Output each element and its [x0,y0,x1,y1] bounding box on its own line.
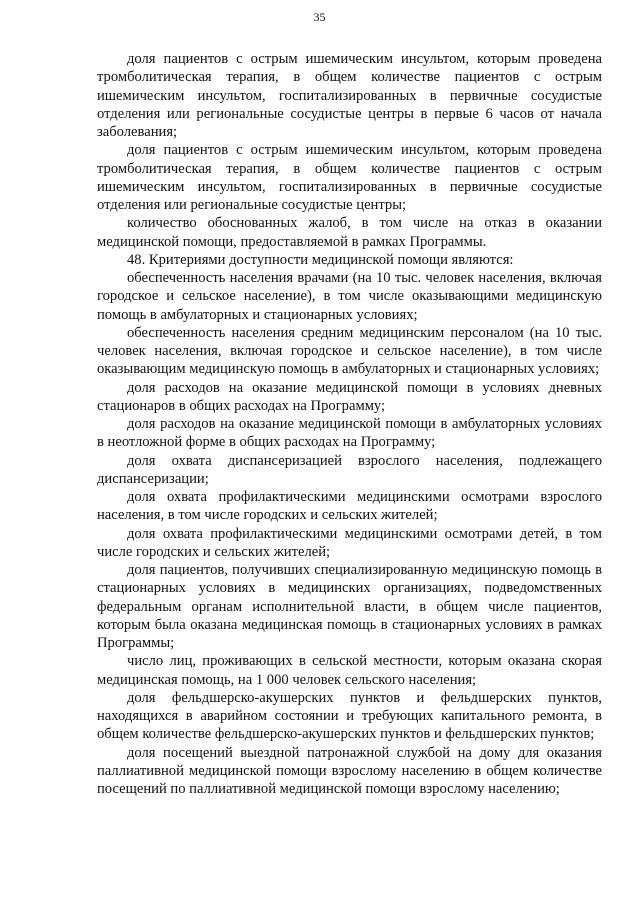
paragraph-adult-checkups: доля охвата профилактическими медицинскими осмотрами взрослого населения, в том числе городских и сельских жителей; [97,489,602,524]
paragraph-complaints: количество обоснованных жалоб, в том числе на отказ в оказании медицинской помощи, предоставляемой в рамках Программы. [97,215,602,250]
paragraph-nurses-supply: обеспеченность населения средним медицинским персоналом (на 10 тыс. человек населения, включая городское и сельское население), в том числе оказывающим медицинскую помощь в амбулаторных и стационарных условиях; [97,324,602,378]
paragraph-palliative-visits: доля посещений выездной патронажной службой на дому для оказания паллиативной медицинской помощи взрослому населению в общем количестве посещений по паллиативной медицинской помощи взрослому населению; [97,744,602,797]
paragraph-rural-ambulance: число лиц, проживающих в сельской местности, которым оказана скорая медицинская помощь, на 1 000 человек сельского населения; [97,653,602,688]
page-number: 35 [313,10,326,24]
paragraph-federal-inpatient: доля пациентов, получивших специализированную медицинскую помощь в стационарных условиях в медицинских организациях, подведомственных федеральным органам исполнительной власти, в общем числе пациентов, которым была оказана медицинская помощь в стационарных условиях в рамках Программы; [97,562,602,651]
paragraph-urgent-care-costs: доля расходов на оказание медицинской помощи в амбулаторных условиях в неотложной форме в общих расходах на Программу; [97,416,602,451]
paragraph-thrombolysis-6h: доля пациентов с острым ишемическим инсультом, которым проведена тромболитическая терапия, в общем количестве пациентов с острым ишемическим инсультом, госпитализированных в первичные сосудистые отделения или региональные сосудистые центры в первые 6 часов от начала заболевания; [97,51,602,140]
paragraph-doctors-supply: обеспеченность населения врачами (на 10 тыс. человек населения, включая городское и сельское население), в том числе оказывающими медицинскую помощь в амбулаторных и стационарных условиях; [97,270,602,323]
paragraph-child-checkups: доля охвата профилактическими медицинскими осмотрами детей, в том числе городских и сельских жителей; [97,525,602,560]
section-heading-48: 48. Критериями доступности медицинской помощи являются: [127,251,514,268]
paragraph-thrombolysis-total: доля пациентов с острым ишемическим инсультом, которым проведена тромболитическая терапия, в общем количестве пациентов с острым ишемическим инсультом, госпитализированных в первичные сосудистые отделения или региональные сосудистые центры; [97,142,602,213]
document-body [97,50,602,798]
paragraph-feldsher-posts: доля фельдшерско-акушерских пунктов и фельдшерских пунктов, находящихся в аварийном состоянии и требующих капитального ремонта, в общем количестве фельдшерско-акушерских пунктов и фельдшерских пунктов; [97,689,602,743]
paragraph-adult-dispensary: доля охвата диспансеризацией взрослого населения, подлежащего диспансеризации; [97,452,602,487]
paragraph-day-hospital-costs: доля расходов на оказание медицинской помощи в условиях дневных стационаров в общих расходах на Программу; [97,379,602,414]
